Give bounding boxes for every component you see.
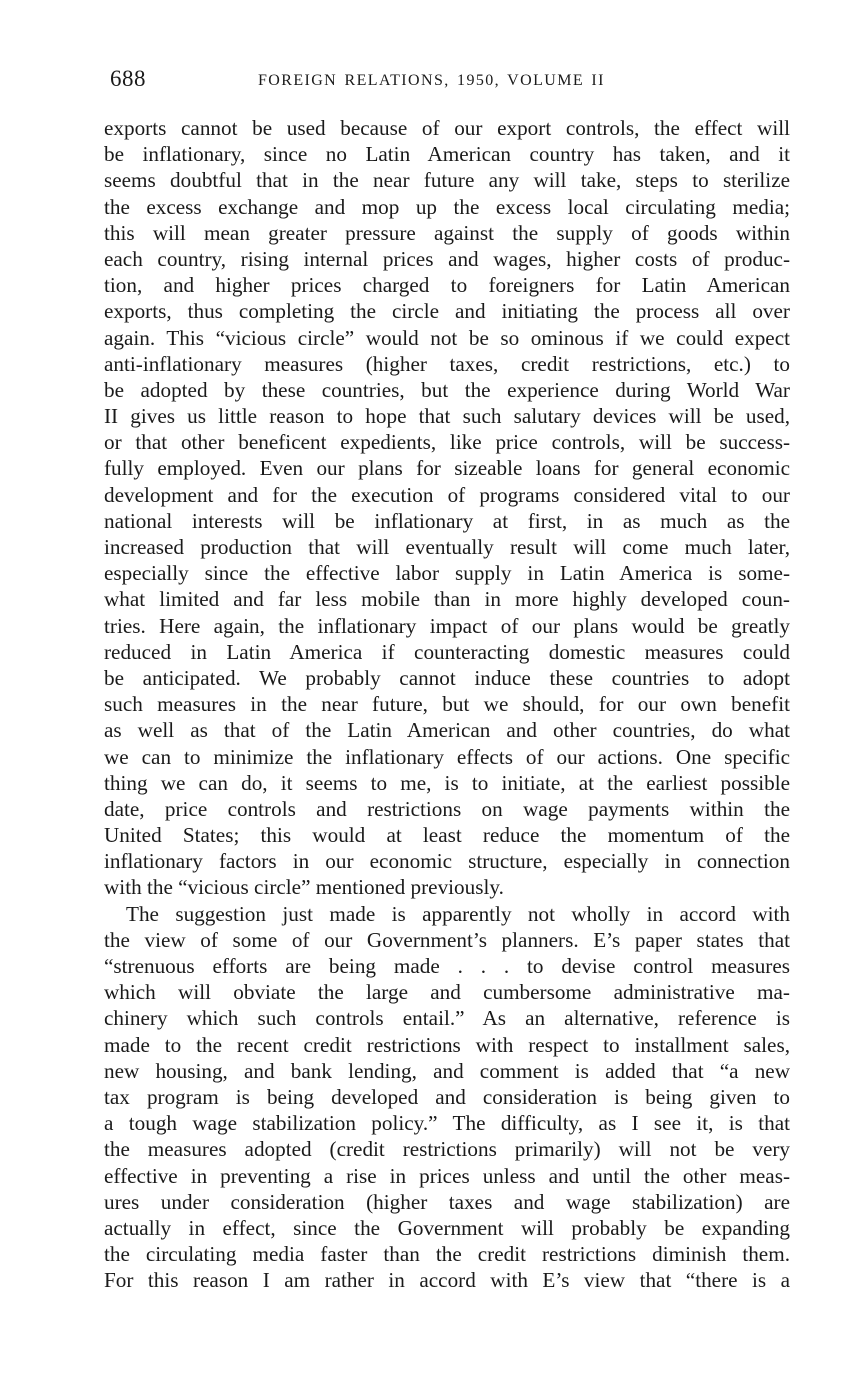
text-line: The suggestion just made is apparently not wholly in accord with bbox=[126, 901, 790, 926]
text-line: the excess exchange and mop up the excess local circulating media; bbox=[104, 194, 790, 219]
text-line: reduced in Latin America if counteracting domestic measures could bbox=[104, 639, 790, 664]
text-line: such measures in the near future, but we should, for our own benefit bbox=[104, 692, 790, 717]
text-line: chinery which such controls entail.” As an alternative, reference is bbox=[104, 1006, 790, 1031]
text-line: made to the recent credit restrictions with respect to installment sales, bbox=[104, 1032, 790, 1057]
text-line: inflationary factors in our economic structure, especially in connection bbox=[104, 849, 790, 874]
text-line: fully employed. Even our plans for sizeable loans for general economic bbox=[104, 456, 790, 481]
page-header bbox=[110, 66, 790, 96]
text-line: with the “vicious circle” mentioned previously. bbox=[104, 875, 504, 900]
text-line: what limited and far less mobile than in more highly developed coun- bbox=[104, 587, 790, 612]
page-number: 688 bbox=[110, 66, 146, 91]
text-line: the circulating media faster than the credit restrictions diminish them. bbox=[104, 1242, 790, 1267]
text-line: as well as that of the Latin American and other countries, do what bbox=[104, 718, 790, 743]
text-line: or that other beneficent expedients, like price controls, will be success- bbox=[104, 430, 790, 455]
text-line: new housing, and bank lending, and comment is added that “a new bbox=[104, 1058, 790, 1083]
text-line: ures under consideration (higher taxes and wage stabilization) are bbox=[104, 1189, 790, 1214]
text-line: increased production that will eventually result will come much later, bbox=[104, 535, 790, 559]
text-line: each country, rising internal prices and wages, higher costs of produc- bbox=[104, 246, 790, 271]
paragraph-1 bbox=[104, 115, 790, 901]
text-line: exports cannot be used because of our export controls, the effect will bbox=[104, 116, 790, 140]
running-head: FOREIGN RELATIONS, 1950, VOLUME II bbox=[258, 72, 605, 89]
text-line: tries. Here again, the inflationary impact of our plans would be greatly bbox=[104, 613, 790, 638]
text-line: anti-inflationary measures (higher taxes, credit restrictions, etc.) to bbox=[104, 351, 790, 376]
text-line: this will mean greater pressure against the supply of goods within bbox=[104, 220, 790, 245]
text-line: be inflationary, since no Latin American country has taken, and it bbox=[104, 142, 790, 167]
text-line: effective in preventing a rise in prices unless and until the other meas- bbox=[104, 1163, 790, 1188]
text-line: tax program is being developed and consideration is being given to bbox=[104, 1084, 790, 1109]
text-line: a tough wage stabilization policy.” The difficulty, as I see it, is that bbox=[104, 1111, 790, 1136]
text-line: exports, thus completing the circle and initiating the process all over bbox=[104, 299, 790, 324]
text-line: we can to minimize the inflationary effects of our actions. One specific bbox=[104, 744, 790, 769]
text-line: again. This “vicious circle” would not be so ominous if we could expect bbox=[104, 325, 790, 350]
text-line: the measures adopted (credit restrictions primarily) will not be very bbox=[104, 1137, 790, 1162]
text-line: especially since the effective labor supply in Latin America is some- bbox=[104, 561, 790, 586]
text-line: be adopted by these countries, but the experience during World War bbox=[104, 377, 790, 402]
text-line: seems doubtful that in the near future any will take, steps to sterilize bbox=[104, 168, 790, 193]
text-line: II gives us little reason to hope that such salutary devices will be used, bbox=[104, 404, 790, 429]
body-text bbox=[104, 115, 790, 1293]
text-line: United States; this would at least reduce the momentum of the bbox=[104, 823, 790, 848]
text-line: development and for the execution of programs considered vital to our bbox=[104, 482, 790, 507]
text-line: For this reason I am rather in accord with E’s view that “there is a bbox=[104, 1268, 790, 1293]
text-line: tion, and higher prices charged to foreigners for Latin American bbox=[104, 273, 790, 298]
text-line: the view of some of our Government’s planners. E’s paper states that bbox=[104, 927, 790, 952]
paragraph-2 bbox=[104, 901, 790, 1294]
text-line: date, price controls and restrictions on wage payments within the bbox=[104, 796, 790, 821]
text-line: thing we can do, it seems to me, is to initiate, at the earliest possible bbox=[104, 770, 790, 795]
text-line: actually in effect, since the Government will probably be expanding bbox=[104, 1215, 790, 1240]
text-line: be anticipated. We probably cannot induce these countries to adopt bbox=[104, 665, 790, 690]
text-line: which will obviate the large and cumbersome administrative ma- bbox=[104, 980, 790, 1005]
text-line: national interests will be inflationary at first, in as much as the bbox=[104, 508, 790, 533]
text-line: “strenuous efforts are being made . . . to devise control measures bbox=[104, 954, 790, 978]
